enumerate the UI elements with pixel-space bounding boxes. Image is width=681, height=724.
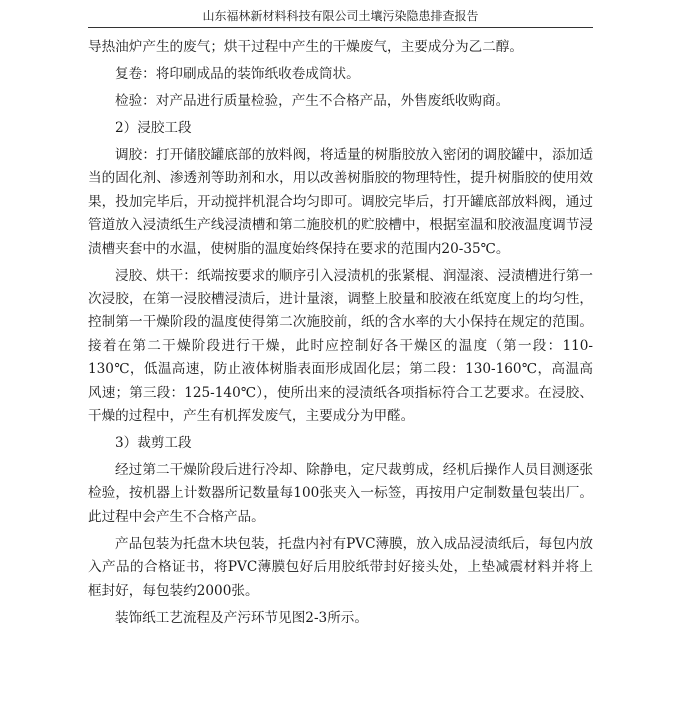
header-divider bbox=[88, 27, 593, 28]
paragraph-rewinding: 复卷：将印刷成品的装饰纸收卷成筒状。 bbox=[115, 66, 360, 82]
section-heading-cutting: 3）裁剪工段 bbox=[115, 435, 192, 452]
paragraph-impregnation-drying: 浸胶、烘干：纸端按要求的顺序引入浸渍机的张紧棍、润湿滚、浸渍槽进行第一次浸胶，在第一浸胶槽浸渍后，进计量滚，调整上胶量和胶液在纸宽度上的均匀性，控制第一干燥阶段的温度使得第二次施胶前，纸的含水率的大小保持在规定的范围。接着在第二干燥阶段进行干燥，此时应控制好各干燥区的温度（第一段：110-130℃，低温高速，防止液体树脂表面形成固化层；第二段：130-160℃，高温高风速；第三段：125-140℃），使所出来的浸渍纸各项指标符合工艺要求。在浸胶、干燥的过程中，产生有机挥发废气，主要成分为甲醛。 bbox=[88, 267, 593, 425]
page-header-title: 山东福林新材料科技有限公司土壤污染隐患排查报告 bbox=[202, 9, 479, 23]
document-body bbox=[88, 36, 593, 630]
paragraph-packaging: 产品包装为托盘木块包装，托盘内衬有PVC薄膜，放入成品浸渍纸后，每包内放入产品的合格证书，将PVC薄膜包好后用胶纸带封好接头处，上垫减震材料并将上框封好，每包装约2000张。 bbox=[88, 535, 593, 599]
section-heading-impregnation: 2）浸胶工段 bbox=[115, 120, 192, 136]
paragraph-inspection: 检验：对产品进行质量检验，产生不合格产品，外售废纸收购商。 bbox=[115, 93, 510, 109]
paragraph-exhaust-continuation: 导热油炉产生的废气；烘干过程中产生的干燥废气，主要成分为乙二醇。 bbox=[88, 39, 523, 55]
paragraph-figure-reference: 装饰纸工艺流程及产污环节见图2-3所示。 bbox=[115, 609, 368, 626]
paragraph-glue-mixing: 调胶：打开储胶罐底部的放料阀，将适量的树脂胶放入密闭的调胶罐中，添加适当的固化剂、渗透剂等助剂和水，用以改善树脂胶的物理特性，提升树脂胶的使用效果，投加完毕后，开动搅拌机混合均匀即可。调胶完毕后，打开罐底部放料阀，通过管道放入浸渍纸生产线浸渍槽和第二施胶机的贮胶槽中，根据室温和胶液温度调节浸渍槽夹套中的水温，使树脂的温度始终保持在要求的范围内20-35℃。 bbox=[88, 147, 593, 257]
paragraph-cutting: 经过第二干燥阶段后进行冷却、除静电，定尺裁剪成，经机后操作人员目测逐张检验，按机器上计数器所记数量每100张夹入一标签，再按用户定制数量包装出厂。此过程中会产生不合格产品。 bbox=[88, 462, 593, 525]
